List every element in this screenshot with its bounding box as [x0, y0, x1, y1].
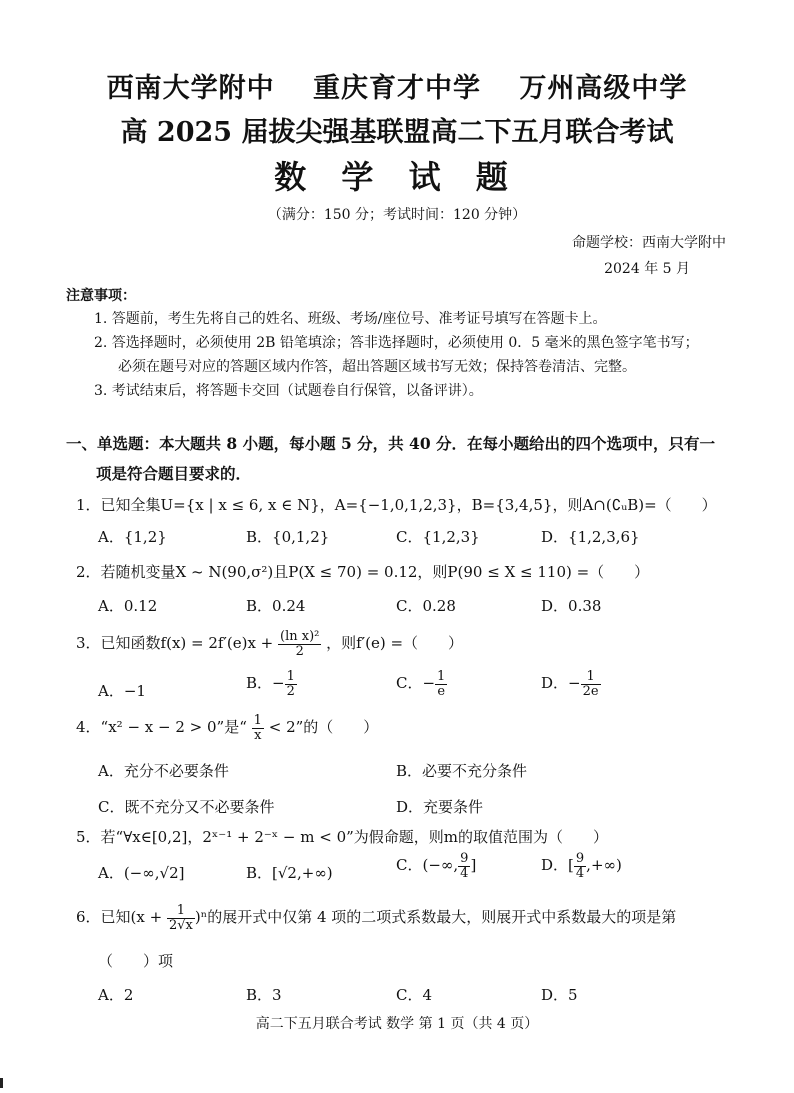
question-4	[76, 714, 378, 742]
note-item: 必须在题号对应的答题区域内作答，超出答题区域书写无效；保持答卷清洁、完整。	[118, 359, 636, 375]
option-label: D．−	[541, 674, 581, 693]
option-label: C．	[396, 856, 423, 875]
interval-close: ,+∞)	[586, 856, 622, 875]
question-4-stem-end: < 2”的（ ）	[268, 718, 379, 737]
school-name: 万州高级中学	[519, 73, 688, 104]
page-footer: 高二下五月联合考试 数学 第 1 页（共 4 页）	[255, 1016, 539, 1032]
question-3	[76, 630, 463, 658]
question-6-stem-end: （ ）项	[98, 952, 174, 970]
question-6-stem: 6．已知	[76, 908, 131, 927]
fraction-denominator: x	[254, 727, 262, 743]
q3-option-d	[541, 670, 601, 698]
q6-option-b: B．3	[246, 986, 282, 1004]
paren-close: )ⁿ	[194, 908, 208, 927]
q2-option-d: D．0.38	[541, 597, 602, 615]
fraction	[435, 670, 447, 698]
fraction	[458, 852, 470, 880]
fraction-numerator: 1	[253, 713, 262, 728]
note-item: 3. 考试结束后，将答题卡交回（试题卷自行保管，以备评讲）。	[94, 383, 483, 399]
fraction-denominator: 4	[575, 865, 585, 881]
q6-option-c: C．4	[396, 986, 433, 1004]
q2-option-b: B．0.24	[246, 597, 306, 615]
fraction	[252, 714, 264, 742]
q1-option-b: B．{0,1,2}	[246, 528, 330, 546]
school-name: 重庆育才中学	[313, 73, 481, 104]
question-5: 5．若“∀x∈[0,2]，2ˣ⁻¹ + 2⁻ˣ − m < 0”为假命题，则m的取值范围为（ ）	[76, 828, 609, 846]
fraction-numerator: (ln x)²	[280, 629, 320, 644]
fraction	[574, 852, 586, 880]
fraction-numerator: 1	[167, 904, 195, 919]
subject-title: 数 学 试 题	[274, 158, 520, 196]
interval-open: [	[568, 856, 574, 875]
question-4-stem: 4．“x² − x − 2 > 0”是“	[76, 718, 247, 737]
q4-option-a: A．充分不必要条件	[98, 762, 229, 780]
q6-option-d: D．5	[541, 986, 578, 1004]
question-3-stem-end: ，则f′(e) =（ ）	[326, 634, 464, 653]
exam-date: 2024 年 5 月	[604, 261, 690, 277]
fraction-numerator: 9	[575, 851, 585, 866]
section-heading-cont: 项是符合题目要求的．	[96, 464, 252, 483]
fraction	[581, 670, 601, 698]
fraction	[278, 630, 321, 658]
exam-title: 高 2025 届拔尖强基联盟高二下五月联合考试	[120, 117, 674, 148]
q5-option-a: A．(−∞,√2]	[98, 864, 185, 882]
q3-option-c	[396, 670, 447, 698]
option-label: B．−	[246, 674, 285, 693]
q2-option-a: A．0.12	[98, 597, 158, 615]
interval-close: ]	[470, 856, 477, 875]
note-item: 2. 答选择题时，必须使用 2B 铅笔填涂；答非选择题时，必须使用 0．5 毫米的黑色签字笔书写；	[94, 335, 699, 351]
q2-option-c: C．0.28	[396, 597, 456, 615]
school-names	[0, 66, 794, 105]
scan-mark	[0, 1078, 3, 1088]
fraction-denominator: 4	[460, 865, 469, 881]
fraction-denominator: 2√x	[168, 917, 193, 933]
notes-heading: 注意事项：	[66, 288, 136, 304]
fraction-numerator: 1	[286, 669, 295, 684]
q5-option-d	[541, 852, 622, 880]
q3-option-b	[246, 670, 297, 698]
question-6-stem-mid: 的展开式中仅第 4 项的二项式系数最大，则展开式中系数最大的项是第	[207, 908, 677, 927]
q1-option-a: A．{1,2}	[98, 528, 167, 546]
question-6	[76, 904, 676, 932]
interval-open: (−∞,	[422, 856, 459, 875]
q5-option-b: B．[√2,+∞)	[246, 864, 333, 882]
option-label: C．−	[396, 674, 436, 693]
q3-option-a: A．−1	[98, 682, 146, 700]
exam-meta: （满分：150 分；考试时间：120 分钟）	[267, 207, 527, 223]
section-heading: 一、单选题：本大题共 8 小题，每小题 5 分，共 40 分．在每小题给出的四个选项中，只有一	[66, 434, 716, 453]
q5-option-c	[396, 852, 476, 880]
q1-option-c: C．{1,2,3}	[396, 528, 480, 546]
question-1: 1．已知全集U={x | x ≤ 6, x ∈ N}，A={−1,0,1,2,3}，B={3,4,5}，则A∩(∁ᵤB)=（ ）	[76, 496, 717, 514]
paren-open: (x +	[130, 908, 163, 927]
q1-option-d: D．{1,2,3,6}	[541, 528, 640, 546]
fraction-numerator: 1	[581, 670, 601, 685]
question-3-stem: 3．已知函数f(x) = 2f′(e)x +	[76, 634, 274, 653]
fraction	[285, 670, 297, 698]
q4-option-b: B．必要不充分条件	[396, 762, 528, 780]
setter-school: 命题学校：西南大学附中	[572, 235, 726, 251]
q4-option-d: D．充要条件	[396, 798, 484, 816]
q4-option-c: C．既不充分又不必要条件	[98, 798, 275, 816]
fraction-numerator: 1	[437, 669, 446, 684]
school-name: 西南大学附中	[106, 73, 275, 104]
fraction-denominator: e	[437, 683, 446, 699]
option-label: D．	[541, 856, 569, 875]
question-2: 2．若随机变量X ~ N(90,σ²)且P(X ≤ 70) = 0.12，则P(90 ≤ X ≤ 110) =（ ）	[76, 563, 650, 581]
fraction-numerator: 9	[460, 851, 469, 866]
fraction	[167, 904, 195, 932]
q6-option-a: A．2	[98, 986, 134, 1004]
note-item: 1. 答题前，考生先将自己的姓名、班级、考场/座位号、准考证号填写在答题卡上。	[94, 311, 607, 327]
fraction-denominator: 2	[295, 643, 304, 659]
fraction-denominator: 2e	[582, 683, 599, 699]
fraction-denominator: 2	[286, 683, 295, 699]
